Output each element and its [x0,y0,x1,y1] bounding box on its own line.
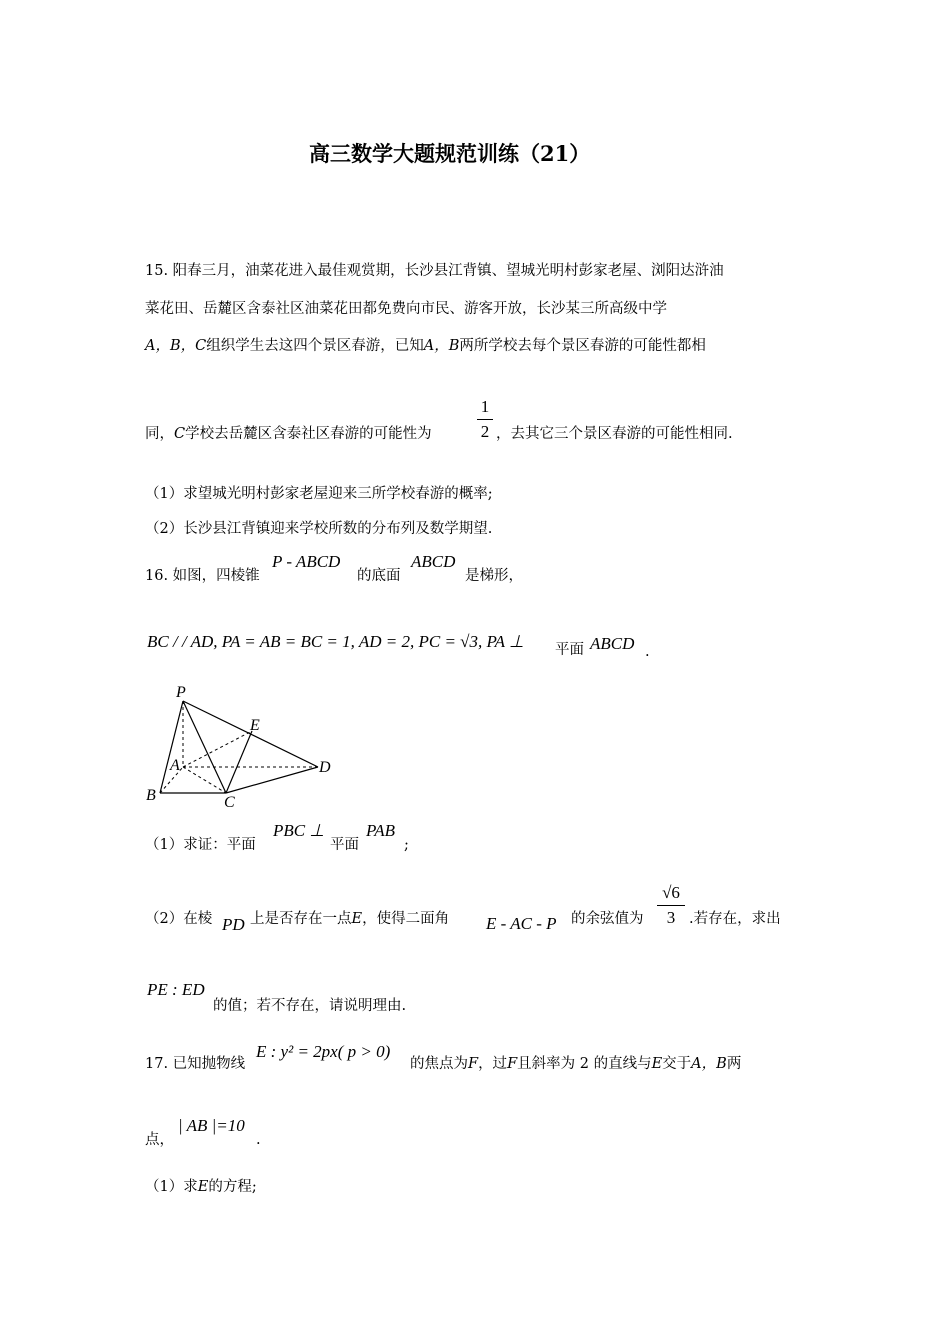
q16-line1c: 是梯形， [465,568,523,584]
q16-math-base: ABCD [411,552,456,571]
q16-part2-math2: E - AC - P [486,914,557,933]
q15-line1: 15. 阳春三月，油菜花进入最佳观赏期，长沙县江背镇、望城光明村彭家老屋、浏阳达浒油 [145,263,724,279]
q16-line1a: 16. 如图，四棱锥 [145,568,260,584]
q15-part2: （2）长沙县江背镇迎来学校所数的分布列及数学期望. [145,521,493,537]
q15-schools: A，B，C [145,338,207,354]
q16-part2f: .若存在，求出 [689,911,781,927]
label-A: A [170,757,180,774]
q17-math-chord: | AB |=10 [178,1116,245,1135]
q16-part1c: ; [404,837,409,853]
q15-line3: A，B，C组织学生去这四个景区春游，已知A，B两所学校去每个景区春游的可能性都相 [145,338,706,354]
q17-line2b: . [256,1132,261,1148]
q17-math-parabola: E : y² = 2px( p > 0) [256,1042,391,1061]
q16-part2g: 的值；若不存在，请说明理由. [213,998,407,1014]
q17-line2a: 点， [145,1132,174,1148]
q15-line2: 菜花田、岳麓区含泰社区油菜花田都免费向市民、游客开放，长沙某三所高级中学 [145,301,667,317]
q17-line1b: 的焦点为F，过F且斜率为 2 的直线与E交于A，B两 [410,1056,742,1072]
q16-part2-math1: PD [222,915,245,934]
q16-cond-end: ABCD [590,634,635,653]
q15-line4b: ，去其它三个景区春游的可能性相同. [496,426,733,442]
q16-conditions: BC / / AD, PA = AB = BC = 1, AD = 2, PC = √3, PA ⊥ [147,632,524,651]
q16-part1b: 平面 [330,837,359,853]
q16-part2a: （2）在棱 [145,911,213,927]
q15-fraction: 1 2 [477,397,493,442]
q16-part2-math3: PE : ED [147,980,205,999]
page-title: 高三数学大题规范训练（21） [309,141,591,166]
q16-part1a: （1）求证：平面 [145,837,256,853]
q16-cond-plane: 平面 [555,642,584,658]
q17-line1a: 17. 已知抛物线 [145,1056,246,1072]
q16-math-pyramid: P - ABCD [272,552,341,571]
q16-part1-math1: PBC ⊥ [273,821,325,840]
q15-part1: （1）求望城光明村彭家老屋迎来三所学校春游的概率; [145,486,493,502]
q16-part1-math2: PAB [366,821,395,840]
label-C: C [224,794,235,810]
q16-part2d: 的余弦值为 [571,911,644,927]
q16-pyramid-figure [140,680,340,810]
q15-line4a: 同，C学校去岳麓区含泰社区春游的可能性为 [145,426,432,442]
q16-cond-dot: . [645,644,650,660]
label-B: B [146,787,156,804]
q17-part1: （1）求E的方程; [145,1179,257,1195]
label-E: E [250,717,260,734]
label-D: D [319,759,331,776]
q16-line1b: 的底面 [357,568,401,584]
q16-cos-fraction: √6 3 [657,883,685,928]
q16-part2b: 上是否存在一点E，使得二面角 [250,911,450,927]
label-P: P [176,684,186,701]
